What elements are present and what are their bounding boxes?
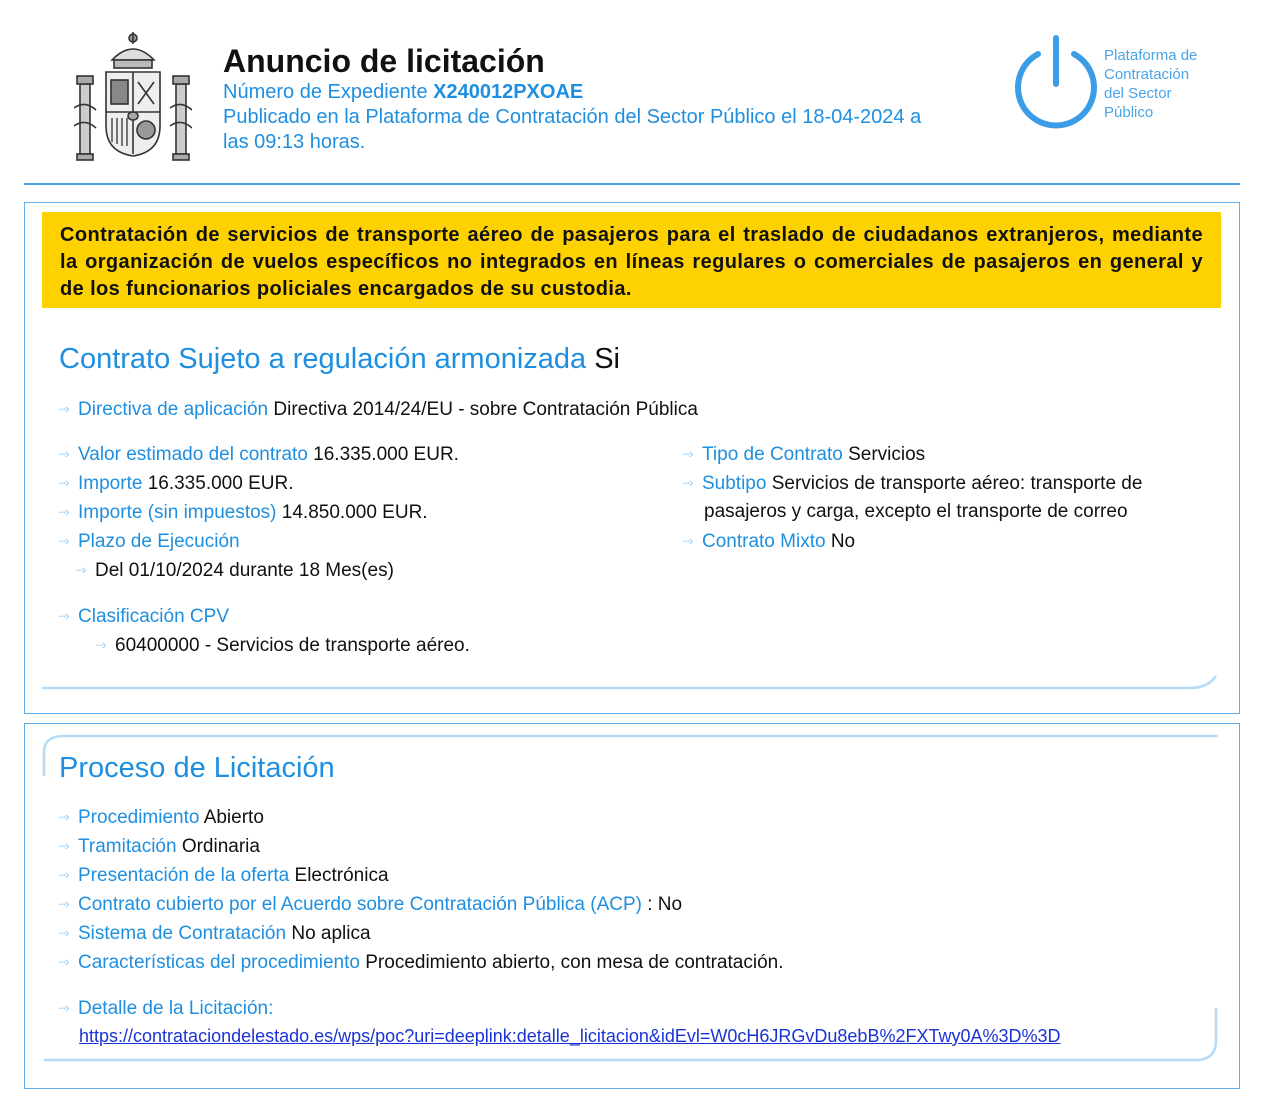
mixto-value: No	[830, 531, 856, 552]
mixto-row	[682, 526, 855, 556]
header-text	[223, 42, 921, 155]
subtipo-label: Subtipo	[702, 473, 767, 494]
contrato-title	[59, 342, 620, 376]
tramitacion-value: Ordinaria	[181, 836, 260, 857]
logo-line-3: del Sector	[1104, 85, 1172, 102]
sistema-row	[58, 918, 371, 948]
contract-object-banner: Contratación de servicios de transporte aéreo de pasajeros para el traslado de ciudadanos extranjeros, mediante la organización de vuelos específicos no integrados en líneas regulares o comerciales de pasajeros en general y de los funcionarios policiales encargados de su custodia.	[42, 212, 1221, 308]
plazo-value-row	[75, 555, 394, 585]
importe-sin-value: 14.850.000 EUR.	[281, 502, 428, 523]
procedimiento-label: Procedimiento	[78, 807, 200, 828]
box1-corner-decoration	[40, 672, 1220, 694]
plazo-value: Del 01/10/2024 durante 18 Mes(es)	[95, 560, 394, 581]
dotted-arrow-icon: ···›	[58, 838, 68, 853]
subtipo-row-2	[704, 497, 1128, 526]
plazo-label: Plazo de Ejecución	[78, 531, 240, 552]
detalle-label: Detalle de la Licitación:	[78, 998, 274, 1019]
caracteristicas-value: Procedimiento abierto, con mesa de contratación.	[365, 952, 784, 973]
plazo-row	[58, 526, 240, 556]
dotted-arrow-icon: ···›	[58, 608, 68, 623]
cpv-value: 60400000 - Servicios de transporte aéreo.	[115, 635, 470, 656]
dotted-arrow-icon: ···›	[682, 475, 692, 490]
page-title: Anuncio de licitación	[223, 43, 545, 79]
tramitacion-label: Tramitación	[78, 836, 177, 857]
dotted-arrow-icon: ···›	[682, 446, 692, 461]
acp-row	[58, 889, 682, 919]
dotted-arrow-icon: ···›	[58, 446, 68, 461]
acp-label: Contrato cubierto por el Acuerdo sobre Contratación Pública (ACP)	[78, 894, 642, 915]
valor-label: Valor estimado del contrato	[78, 444, 308, 465]
acp-value: : No	[647, 894, 683, 915]
expediente-value: X240012PXOAE	[433, 81, 584, 103]
tramitacion-row	[58, 831, 260, 861]
importe-value: 16.335.000 EUR.	[147, 473, 294, 494]
coat-of-arms-icon	[74, 30, 192, 162]
tipo-row	[682, 439, 925, 469]
subtipo-row	[682, 468, 1142, 498]
proceso-title: Proceso de Licitación	[59, 752, 335, 784]
dotted-arrow-icon: ···›	[58, 401, 68, 416]
dotted-arrow-icon: ···›	[58, 475, 68, 490]
dotted-arrow-icon: ···›	[95, 637, 105, 652]
published-line-1: Publicado en la Plataforma de Contratación del Sector Público el 18-04-2024 a	[223, 106, 922, 128]
sistema-value: No aplica	[291, 923, 371, 944]
dotted-arrow-icon: ···›	[75, 562, 85, 577]
tipo-value: Servicios	[848, 444, 926, 465]
dotted-arrow-icon: ···›	[58, 1000, 68, 1015]
cpv-label: Clasificación CPV	[78, 606, 229, 627]
sistema-label: Sistema de Contratación	[78, 923, 287, 944]
caracteristicas-row	[58, 947, 783, 977]
valor-row	[58, 439, 459, 469]
importe-sin-label: Importe (sin impuestos)	[78, 502, 277, 523]
logo-text	[1104, 46, 1197, 122]
cpv-row	[58, 601, 229, 631]
logo-line-4: Público	[1104, 104, 1154, 121]
dotted-arrow-icon: ···›	[58, 896, 68, 911]
presentacion-value: Electrónica	[294, 865, 389, 886]
presentacion-label: Presentación de la oferta	[78, 865, 290, 886]
dotted-arrow-icon: ···›	[58, 809, 68, 824]
caracteristicas-label: Características del procedimiento	[78, 952, 360, 973]
valor-value: 16.335.000 EUR.	[313, 444, 459, 465]
tipo-label: Tipo de Contrato	[702, 444, 843, 465]
logo-line-2: Contratación	[1104, 66, 1190, 83]
published-line-2: las 09:13 horas.	[223, 131, 366, 153]
contrato-title-value: Si	[594, 343, 621, 375]
procedimiento-row	[58, 802, 264, 832]
detalle-licitacion-link[interactable]: https://contrataciondelestado.es/wps/poc?uri=deeplink:detalle_licitacion&idEvl=W0cH6JRGvDu8ebB%2FXTwy0A%3D%3D	[79, 1026, 1061, 1046]
document-header	[0, 0, 1280, 190]
directiva-row	[58, 394, 698, 424]
dotted-arrow-icon: ···›	[682, 533, 692, 548]
importe-sin-row	[58, 497, 428, 527]
dotted-arrow-icon: ···›	[58, 954, 68, 969]
presentacion-row	[58, 860, 389, 890]
header-divider	[24, 183, 1240, 185]
expediente-label: Número de Expediente	[223, 81, 428, 103]
expediente-line	[223, 80, 921, 105]
importe-label: Importe	[78, 473, 143, 494]
directiva-label: Directiva de aplicación	[78, 399, 269, 420]
mixto-label: Contrato Mixto	[702, 531, 826, 552]
importe-row	[58, 468, 293, 498]
contrato-title-label: Contrato Sujeto a regulación armonizada	[59, 343, 587, 375]
subtipo-value-line-2: pasajeros y carga, excepto el transporte de correo	[704, 501, 1128, 522]
cpv-value-row	[95, 630, 470, 660]
procedimiento-value: Abierto	[203, 807, 264, 828]
directiva-value: Directiva 2014/24/EU - sobre Contratación Pública	[273, 399, 698, 420]
dotted-arrow-icon: ···›	[58, 925, 68, 940]
box2-bottom-decoration	[40, 1004, 1220, 1064]
logo-line-1: Plataforma de	[1104, 47, 1198, 64]
dotted-arrow-icon: ···›	[58, 504, 68, 519]
dotted-arrow-icon: ···›	[58, 867, 68, 882]
dotted-arrow-icon: ···›	[58, 533, 68, 548]
subtipo-value-line-1: Servicios de transporte aéreo: transporte de	[771, 473, 1143, 494]
